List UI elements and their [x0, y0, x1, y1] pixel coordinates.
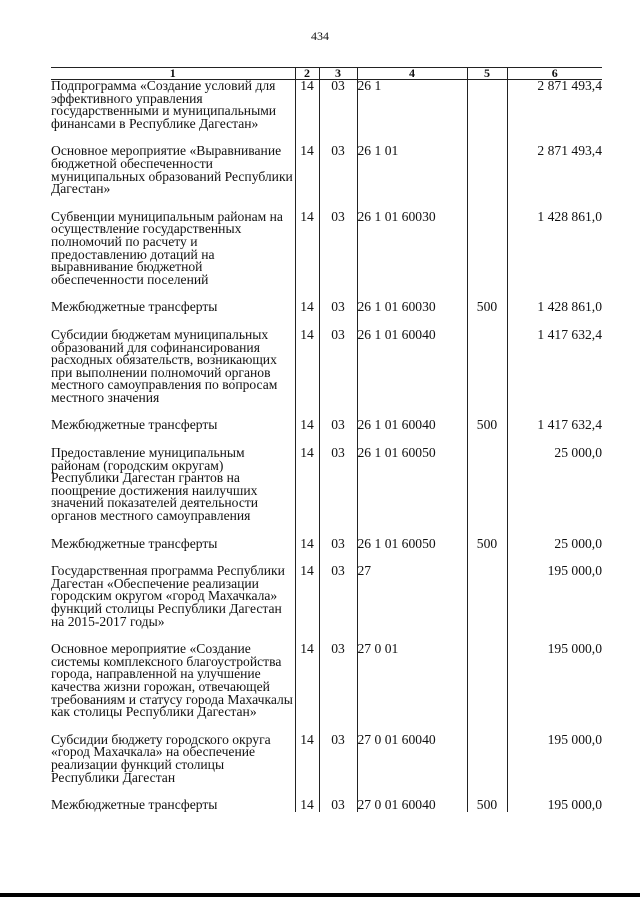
row-target-code: 27 — [357, 565, 467, 628]
row-name: Предоставление муниципальным районам (городским округам) Республики Дагестан грантов на поощрение достижения наилучших значений показателей деятельности органов местного самоуправления — [51, 445, 259, 524]
row-section: 14 — [295, 329, 319, 405]
row-section: 14 — [295, 301, 319, 314]
row-subsection: 03 — [319, 799, 357, 812]
row-section: 14 — [295, 565, 319, 628]
row-amount: 1 417 632,4 — [507, 329, 602, 405]
row-amount: 195 000,0 — [507, 643, 602, 719]
header-col-4: 4 — [357, 68, 467, 80]
row-section: 14 — [295, 145, 319, 195]
row-name: Межбюджетные трансферты — [51, 535, 218, 551]
row-section: 14 — [295, 643, 319, 719]
row-subsection: 03 — [319, 80, 357, 131]
row-amount: 2 871 493,4 — [507, 80, 602, 131]
row-target-code: 26 1 01 — [357, 145, 467, 195]
row-subsection: 03 — [319, 145, 357, 195]
row-target-code: 27 0 01 — [357, 643, 467, 719]
row-target-code: 27 0 01 60040 — [357, 799, 467, 812]
row-amount: 195 000,0 — [507, 734, 602, 784]
row-expense-type — [467, 447, 507, 523]
row-subsection: 03 — [319, 419, 357, 432]
row-subsection: 03 — [319, 447, 357, 523]
row-name: Межбюджетные трансферты — [51, 417, 218, 433]
row-target-code: 26 1 01 60050 — [357, 447, 467, 523]
row-target-code: 26 1 01 60040 — [357, 419, 467, 432]
page-number: 434 — [311, 29, 329, 43]
row-expense-type: 500 — [467, 538, 507, 551]
table-row — [51, 447, 602, 523]
row-name: Государственная программа Республики Дагестан «Обеспечение реализации городским округом «город Махачкала» функций столицы Республики Дагестан на 2015-2017 годы» — [51, 563, 285, 629]
row-target-code: 26 1 — [357, 80, 467, 131]
row-name: Основное мероприятие «Создание системы комплексного благоустройства города, направленной на улучшение качества жизни горожан, отвечающей требованиям и статусу города Махачкалы как столицы Республики Дагестан» — [51, 641, 293, 720]
row-section: 14 — [295, 538, 319, 551]
row-expense-type: 500 — [467, 419, 507, 432]
table-row — [51, 565, 602, 628]
row-amount: 25 000,0 — [507, 447, 602, 523]
row-amount: 1 428 861,0 — [507, 211, 602, 287]
table-row — [51, 734, 602, 784]
table-row — [51, 80, 602, 131]
row-subsection: 03 — [319, 301, 357, 314]
row-name: Субсидии бюджетам муниципальных образований для софинансирования расходных обязательств, возникающих при выполнении полномочий органов местного самоуправления по вопросам местного значения — [51, 326, 278, 405]
budget-table — [51, 67, 602, 812]
table-row — [51, 419, 602, 432]
table-row — [51, 643, 602, 719]
row-target-code: 26 1 01 60040 — [357, 329, 467, 405]
scan-bottom-edge — [0, 893, 640, 897]
row-expense-type — [467, 80, 507, 131]
row-section: 14 — [295, 211, 319, 287]
row-subsection: 03 — [319, 734, 357, 784]
row-subsection: 03 — [319, 538, 357, 551]
header-col-2: 2 — [295, 68, 319, 80]
header-col-5: 5 — [467, 68, 507, 80]
row-target-code: 27 0 01 60040 — [357, 734, 467, 784]
row-section: 14 — [295, 80, 319, 131]
row-expense-type — [467, 734, 507, 784]
row-amount: 25 000,0 — [507, 538, 602, 551]
table-row — [51, 329, 602, 405]
row-name: Межбюджетные трансферты — [51, 797, 218, 813]
row-name: Субвенции муниципальным районам на осуществление государственных полномочий по расчету и предоставлению дотаций на выравнивание бюджетной обеспеченности поселений — [51, 208, 283, 287]
row-target-code: 26 1 01 60050 — [357, 538, 467, 551]
row-name: Субсидии бюджету городского округа «город Махачкала» на обеспечение реализации функций столицы Республики Дагестан — [51, 731, 271, 785]
row-name: Подпрограмма «Создание условий для эффективного управления государственными и муниципальными финансами в Республике Дагестан» — [51, 78, 277, 131]
header-col-6: 6 — [507, 68, 602, 80]
row-target-code: 26 1 01 60030 — [357, 211, 467, 287]
row-expense-type: 500 — [467, 799, 507, 812]
row-amount: 1 428 861,0 — [507, 301, 602, 314]
table-row — [51, 799, 602, 812]
row-name: Основное мероприятие «Выравнивание бюджетной обеспеченности муниципальных образований Республики Дагестан» — [51, 143, 293, 197]
row-expense-type — [467, 211, 507, 287]
table-row — [51, 538, 602, 551]
row-section: 14 — [295, 447, 319, 523]
row-amount: 195 000,0 — [507, 565, 602, 628]
header-col-1: 1 — [51, 68, 295, 80]
row-subsection: 03 — [319, 643, 357, 719]
row-expense-type — [467, 565, 507, 628]
row-amount: 2 871 493,4 — [507, 145, 602, 195]
row-name: Межбюджетные трансферты — [51, 299, 218, 315]
header-col-3: 3 — [319, 68, 357, 80]
row-amount: 1 417 632,4 — [507, 419, 602, 432]
table-row — [51, 145, 602, 195]
row-expense-type: 500 — [467, 301, 507, 314]
row-subsection: 03 — [319, 565, 357, 628]
row-expense-type — [467, 329, 507, 405]
row-section: 14 — [295, 799, 319, 812]
row-subsection: 03 — [319, 211, 357, 287]
table-row — [51, 301, 602, 314]
row-expense-type — [467, 145, 507, 195]
row-expense-type — [467, 643, 507, 719]
table-row — [51, 211, 602, 287]
row-amount: 195 000,0 — [507, 799, 602, 812]
row-section: 14 — [295, 419, 319, 432]
row-section: 14 — [295, 734, 319, 784]
row-target-code: 26 1 01 60030 — [357, 301, 467, 314]
row-subsection: 03 — [319, 329, 357, 405]
